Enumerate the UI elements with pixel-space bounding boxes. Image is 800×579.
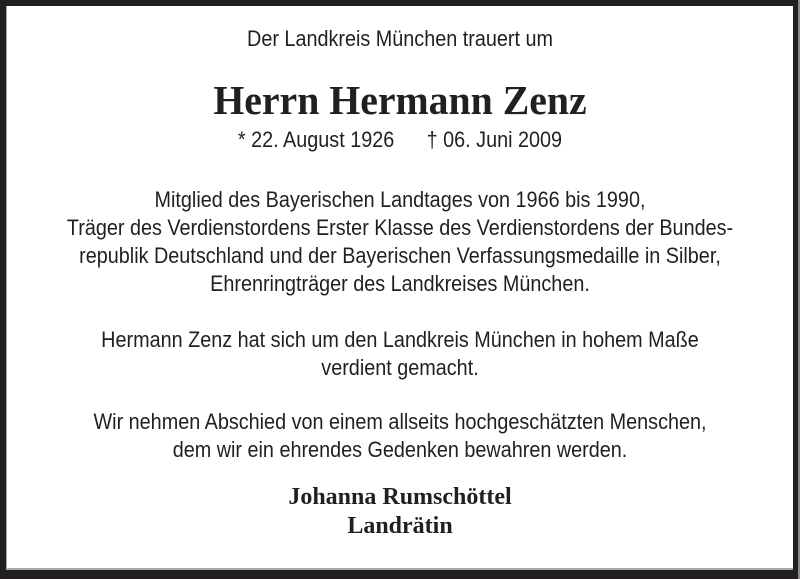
deceased-name: Herrn Hermann Zenz [213,77,587,123]
life-dates [40,125,760,155]
birth-date: * 22. August 1926 [237,127,395,152]
tribute-line-1: Hermann Zenz hat sich um den Landkreis München in hohem Maße [101,327,699,352]
farewell-line-1: Wir nehmen Abschied von einem allseits hochgeschätzten Menschen, [93,409,707,434]
farewell-line-2: dem wir ein ehrendes Gedenken bewahren werden. [172,437,628,462]
honors-line-2: Träger des Verdienstordens Erster Klasse des Verdienstordens der Bundes- [66,215,734,240]
tribute-line-2: verdient gemacht. [321,355,479,380]
signature-title: Landrätin [347,513,453,539]
death-date: † 06. Juni 2009 [426,127,563,152]
signature-name: Johanna Rumschöttel [288,484,512,510]
scan-shadow-bottom [6,568,793,570]
honors-line-4: Ehrenringträger des Landkreises München. [210,271,590,296]
intro-line: Der Landkreis München trauert um [247,26,553,51]
honors-line-3: republik Deutschland und der Bayerischen Verfassungsmedaille in Silber, [79,243,721,268]
honors-line-1: Mitglied des Bayerischen Landtages von 1966 bis 1990, [154,187,646,212]
